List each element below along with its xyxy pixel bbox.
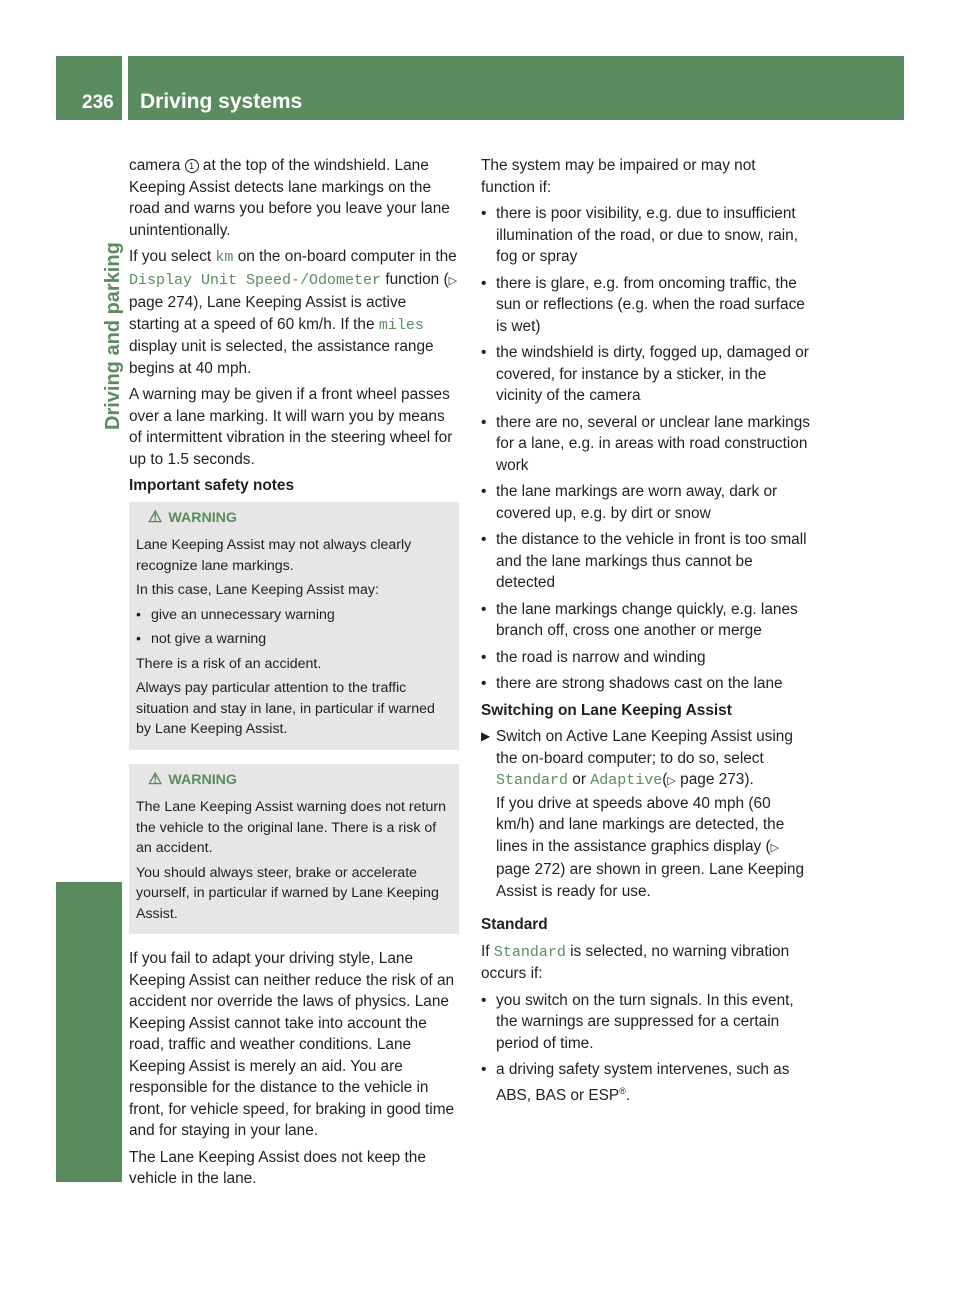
warning-text: In this case, Lane Keeping Assist may: — [136, 582, 379, 598]
list-item: • there is poor visibility, e.g. due to insufficient illumination of the road, or due to snow, rain, fog or spray — [481, 203, 811, 268]
list-item: • you switch on the turn signals. In this event, the warnings are suppressed for a certain period of time. — [481, 990, 811, 1055]
warning-box-1 — [129, 502, 459, 750]
warning-title: WARNING — [168, 509, 237, 526]
list-item: • not give a warning — [136, 629, 451, 650]
conditions-list — [481, 203, 811, 695]
registered-mark: ® — [619, 1085, 626, 1096]
paragraph-vibration: A warning may be given if a front wheel passes over a lane marking. It will warn you by means of intermittent vibration in the steering wheel for up to 1.5 seconds. — [129, 386, 453, 468]
warning-text: Lane Keeping Assist may not always clearly recognize lane markings. — [136, 537, 412, 574]
list-item: • there are no, several or unclear lane markings for a lane, e.g. in areas with road construction work — [481, 412, 811, 477]
display-value-standard: Standard — [493, 943, 566, 961]
step-arrow-icon: ▶ — [481, 729, 491, 743]
display-value-miles: miles — [378, 316, 424, 334]
warning-text: Always pay particular attention to the traffic situation and stay in lane, in particular if warned by Lane Keeping Assist. — [136, 680, 435, 737]
display-value-unit-menu: Display Unit Speed-/Odometer — [129, 271, 382, 289]
callout-marker-icon: 1 — [185, 159, 199, 173]
display-value-standard: Standard — [496, 772, 569, 789]
section-title: Driving systems — [140, 90, 303, 113]
list-item: • the lane markings change quickly, e.g. lanes branch off, cross one another or merge — [481, 599, 811, 642]
instruction-step: ▶ Switch on Active Lane Keeping Assist using the on-board computer; to do so, select Standard or Adaptive(▷ page 273). If you drive at speeds above 40 mph (60 km/h) and lane markings are detected, the lines in the assistance graphics display (▷ page 272) are shown in green. Lane Keeping Assist is ready for use. — [481, 728, 805, 900]
list-item: • the distance to the vehicle in front is too small and the lane markings thus cannot be detected — [481, 529, 811, 594]
list-item: • there is glare, e.g. from oncoming traffic, the sun or reflections (e.g. when the road surface is wet) — [481, 273, 811, 338]
paragraph-camera: camera 1 at the top of the windshield. Lane Keeping Assist detects lane markings on the road and warns you before you leave your lane unintentionally. — [129, 157, 450, 239]
standard-list — [481, 990, 811, 1107]
list-item: • there are strong shadows cast on the lane — [481, 673, 811, 695]
paragraph-impaired-intro: The system may be impaired or may not function if: — [481, 157, 756, 196]
list-item: • give an unnecessary warning — [136, 605, 451, 626]
paragraph-limits: If you fail to adapt your driving style, Lane Keeping Assist can neither reduce the risk of an accident nor override the laws of physics. Lane Keeping Assist cannot take into account the road, traffic and weather conditions. Lane Keeping Assist is merely an aid. You are responsible for the distance to the vehicle in front, for vehicle speed, for braking in good time and for staying in your lane. — [129, 950, 455, 1139]
page-number: 236 — [82, 92, 114, 113]
heading-switching-on: Switching on Lane Keeping Assist — [481, 701, 732, 719]
warning-text: You should always steer, brake or accelerate yourself, in particular if warned by Lane Keeping Assist. — [136, 864, 439, 922]
display-value-km: km — [215, 249, 234, 266]
warning-box-2 — [129, 764, 459, 935]
warning-text: There is a risk of an accident. — [136, 655, 322, 672]
paragraph-standard: If Standard is selected, no warning vibration occurs if: — [481, 942, 790, 982]
list-item: • the windshield is dirty, fogged up, damaged or covered, for instance by a sticker, in the vicinity of the camera — [481, 342, 811, 407]
list-item: • the road is narrow and winding — [481, 647, 811, 669]
heading-standard: Standard — [481, 916, 548, 933]
display-value-adaptive: Adaptive — [590, 772, 663, 789]
list-item: • a driving safety system intervenes, such as ABS, BAS or ESP®. — [481, 1059, 811, 1106]
heading-safety-notes: Important safety notes — [129, 477, 295, 494]
paragraph-units: If you select km on the on-board computer in the Display Unit Speed-/Odometer function (▷ page 274), Lane Keeping Assist is active starting at a speed of 60 km/h. If the miles display unit is selected, the assistance range begins at 40 mph. — [129, 248, 458, 377]
warning-triangle-icon: ⚠ — [148, 508, 163, 526]
warning-list — [136, 605, 451, 650]
page-ref-arrow-icon: ▷ — [448, 274, 458, 287]
warning-text: The Lane Keeping Assist warning does not return the vehicle to the original lane. There is a risk of an accident. — [136, 799, 446, 856]
page-ref-arrow-icon: ▷ — [770, 841, 780, 854]
sidebar-tab-block — [56, 882, 122, 1182]
warning-triangle-icon: ⚠ — [148, 770, 163, 788]
list-item: • the lane markings are worn away, dark or covered up, e.g. by dirt or snow — [481, 481, 811, 524]
paragraph-lane: The Lane Keeping Assist does not keep the vehicle in the lane. — [129, 1148, 426, 1187]
left-column — [129, 155, 459, 1195]
page-ref-arrow-icon: ▷ — [667, 775, 676, 787]
sidebar-chapter-label: Driving and parking — [102, 242, 124, 430]
warning-title: WARNING — [168, 771, 237, 788]
right-column — [481, 155, 811, 1111]
